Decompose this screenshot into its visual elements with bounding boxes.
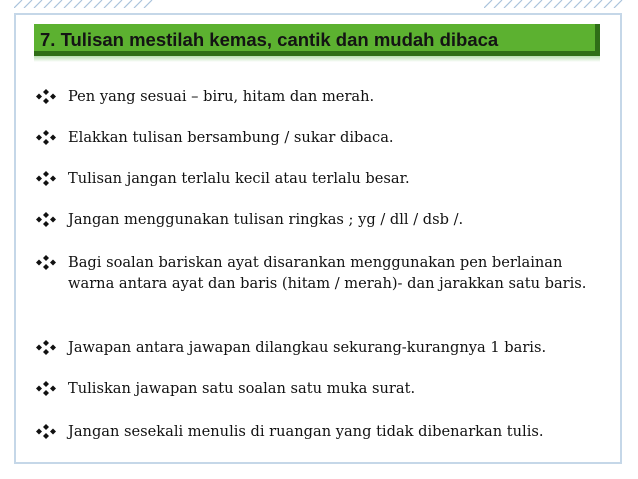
- diamond-bullet-icon: [36, 89, 56, 104]
- bullet-item: [36, 127, 596, 148]
- bullet-item: [36, 168, 596, 189]
- diamond-bullet-icon: [36, 212, 56, 227]
- diamond-bullet-icon: [36, 130, 56, 145]
- bullet-item: [36, 421, 596, 442]
- diamond-bullet-icon: [36, 424, 56, 439]
- diamond-bullet-icon: [36, 381, 56, 396]
- bullet-item: [36, 337, 596, 358]
- bullet-text: Jangan sesekali menulis di ruangan yang tidak dibenarkan tulis.: [68, 423, 544, 440]
- bullet-text: Elakkan tulisan bersambung / sukar dibaca.: [68, 129, 394, 146]
- bullet-text: Tuliskan jawapan satu soalan satu muka surat.: [68, 380, 416, 397]
- bullet-item: [36, 378, 596, 399]
- bullet-item: [36, 252, 596, 294]
- diamond-bullet-icon: [36, 255, 56, 270]
- diamond-bullet-icon: [36, 171, 56, 186]
- bullet-text: Jawapan antara jawapan dilangkau sekurang-kurangnya 1 baris.: [68, 339, 547, 356]
- bullet-item: [36, 86, 596, 107]
- bullet-text: Bagi soalan bariskan ayat disarankan menggunakan pen berlainan warna antara ayat dan baris (hitam / merah)- dan jarakkan satu baris.: [68, 254, 587, 292]
- bullet-text: Tulisan jangan terlalu kecil atau terlalu besar.: [68, 170, 410, 187]
- slide-title: 7. Tulisan mestilah kemas, cantik dan mudah dibaca: [40, 29, 499, 50]
- bullet-text: Pen yang sesuai – biru, hitam dan merah.: [68, 88, 375, 105]
- diamond-bullet-icon: [36, 340, 56, 355]
- bullet-item: [36, 209, 596, 230]
- bullet-text: Jangan menggunakan tulisan ringkas ; yg / dll / dsb /.: [68, 211, 464, 228]
